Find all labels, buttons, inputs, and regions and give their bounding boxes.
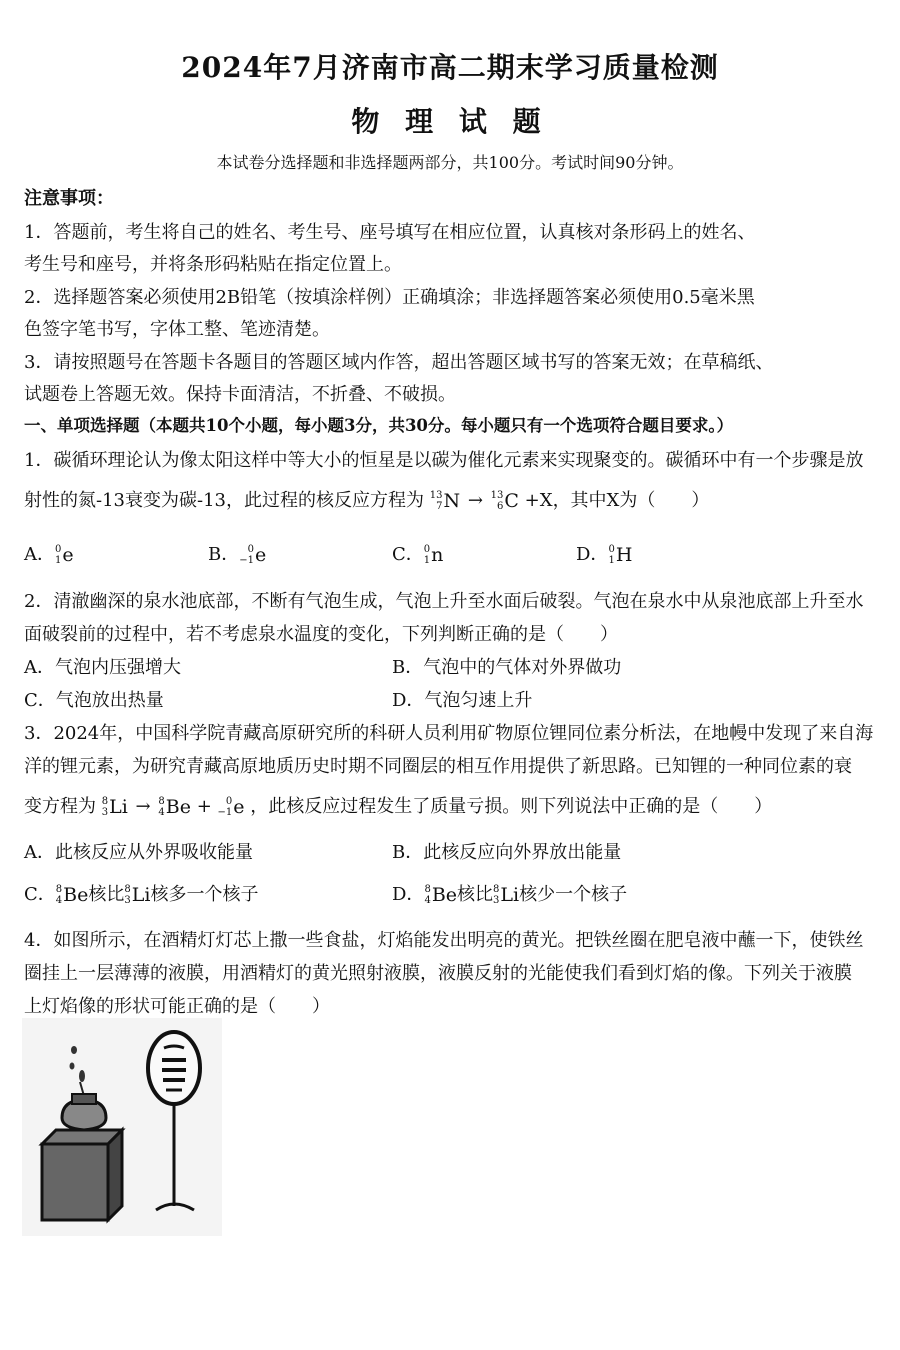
note-line: 试题卷上答题无效。保持卡面清洁，不折叠、不破损。 <box>24 384 456 405</box>
lithium-isotope: 8 3 Li <box>101 796 128 818</box>
note-line: 3．请按照题号在答题卡各题目的答题区域内作答，超出答题区域书写的答案无效；在草稿纸、 <box>24 352 774 373</box>
q1-line: 1．碳循环理论认为像太阳这样中等大小的恒星是以碳为催化元素来实现聚变的。碳循环中有一个步骤是放 <box>24 450 864 471</box>
q3-option-b[interactable]: B．此核反应向外界放出能量 <box>392 842 622 863</box>
nitrogen-isotope: 13 7 N <box>429 490 461 512</box>
q1-option-a[interactable]: A． 0 1 e <box>24 544 74 566</box>
section-heading: 一、单项选择题（本题共10个小题，每小题3分，共30分。每小题只有一个选项符合题目要求。） <box>24 416 734 435</box>
exam-info: 本试卷分选择题和非选择题两部分，共100分。考试时间90分钟。 <box>216 153 684 172</box>
q2-option-b[interactable]: B．气泡中的气体对外界做功 <box>392 657 622 678</box>
q4-line: 4．如图所示，在酒精灯灯芯上撒一些食盐，灯焰能发出明亮的黄光。把铁丝圈在肥皂液中蘸一下，使铁丝 <box>24 930 864 951</box>
q1-option-c[interactable]: C． 0 1 n <box>392 544 444 566</box>
q2-line: 2．清澈幽深的泉水池底部，不断有气泡生成，气泡上升至水面后破裂。气泡在泉水中从泉池底部上升至水 <box>24 591 864 612</box>
q2-option-a[interactable]: A．气泡内压强增大 <box>24 657 181 678</box>
note-line: 色签字笔书写，字体工整、笔迹清楚。 <box>24 319 330 340</box>
carbon-isotope: 13 6 C <box>490 490 519 512</box>
flame-icon <box>71 1046 77 1054</box>
q3-option-a[interactable]: A．此核反应从外界吸收能量 <box>24 842 253 863</box>
q1-equation-line: 射性的氮-13衰变为碳-13，此过程的核反应方程为 13 7 N → 13 6 C +X，其中X为（ ） <box>24 490 710 512</box>
q2-line: 面破裂前的过程中，若不考虑泉水温度的变化，下列判断正确的是（ ） <box>24 624 618 645</box>
q3-line: 洋的锂元素，为研究青藏高原地质历史时期不同圈层的相互作用提供了新思路。已知锂的一种同位素的衰 <box>24 756 852 777</box>
box-icon <box>42 1144 108 1220</box>
q3-equation-line: 变方程为 8 3 Li → 8 4 Be + 0 −1 e ，此核反应过程发生了质量亏损。则下列说法中正确的是（ ） <box>24 796 773 818</box>
q2-option-c[interactable]: C．气泡放出热量 <box>24 690 164 711</box>
note-line: 1．答题前，考生将自己的姓名、考生号、座号填写在相应位置，认真核对条形码上的姓名、 <box>24 222 756 243</box>
beryllium-isotope: 8 4 Be <box>158 796 191 818</box>
q1-option-b[interactable]: B． 0 −1 e <box>208 544 267 566</box>
q3-option-c[interactable]: C． 8 4 Be 核比 8 3 Li 核多一个核子 <box>24 884 259 906</box>
lamp-and-film-figure <box>22 1018 222 1236</box>
q4-line: 圈挂上一层薄薄的液膜，用酒精灯的黄光照射液膜，液膜反射的光能使我们看到灯焰的像。下列关于液膜 <box>24 963 852 984</box>
q3-line: 3．2024年，中国科学院青藏高原研究所的科研人员利用矿物原位锂同位素分析法，在地幔中发现了来自海 <box>24 723 874 744</box>
q3-option-d[interactable]: D． 8 4 Be 核比 8 3 Li 核少一个核子 <box>392 884 628 906</box>
q2-option-d[interactable]: D．气泡匀速上升 <box>392 690 533 711</box>
note-line: 2．选择题答案必须使用2B铅笔（按填涂样例）正确填涂；非选择题答案必须使用0.5毫米黑 <box>24 287 755 308</box>
exam-title: 2024年7月济南市高二期末学习质量检测 <box>181 51 719 84</box>
notes-heading: 注意事项： <box>24 188 114 209</box>
subject-title: 物 理 试 题 <box>351 105 549 138</box>
q4-line: 上灯焰像的形状可能正确的是（ ） <box>24 996 330 1017</box>
electron-symbol: 0 −1 e <box>217 796 245 818</box>
note-line: 考生号和座号，并将条形码粘贴在指定位置上。 <box>24 254 402 275</box>
q1-option-d[interactable]: D． 0 1 H <box>576 544 633 566</box>
